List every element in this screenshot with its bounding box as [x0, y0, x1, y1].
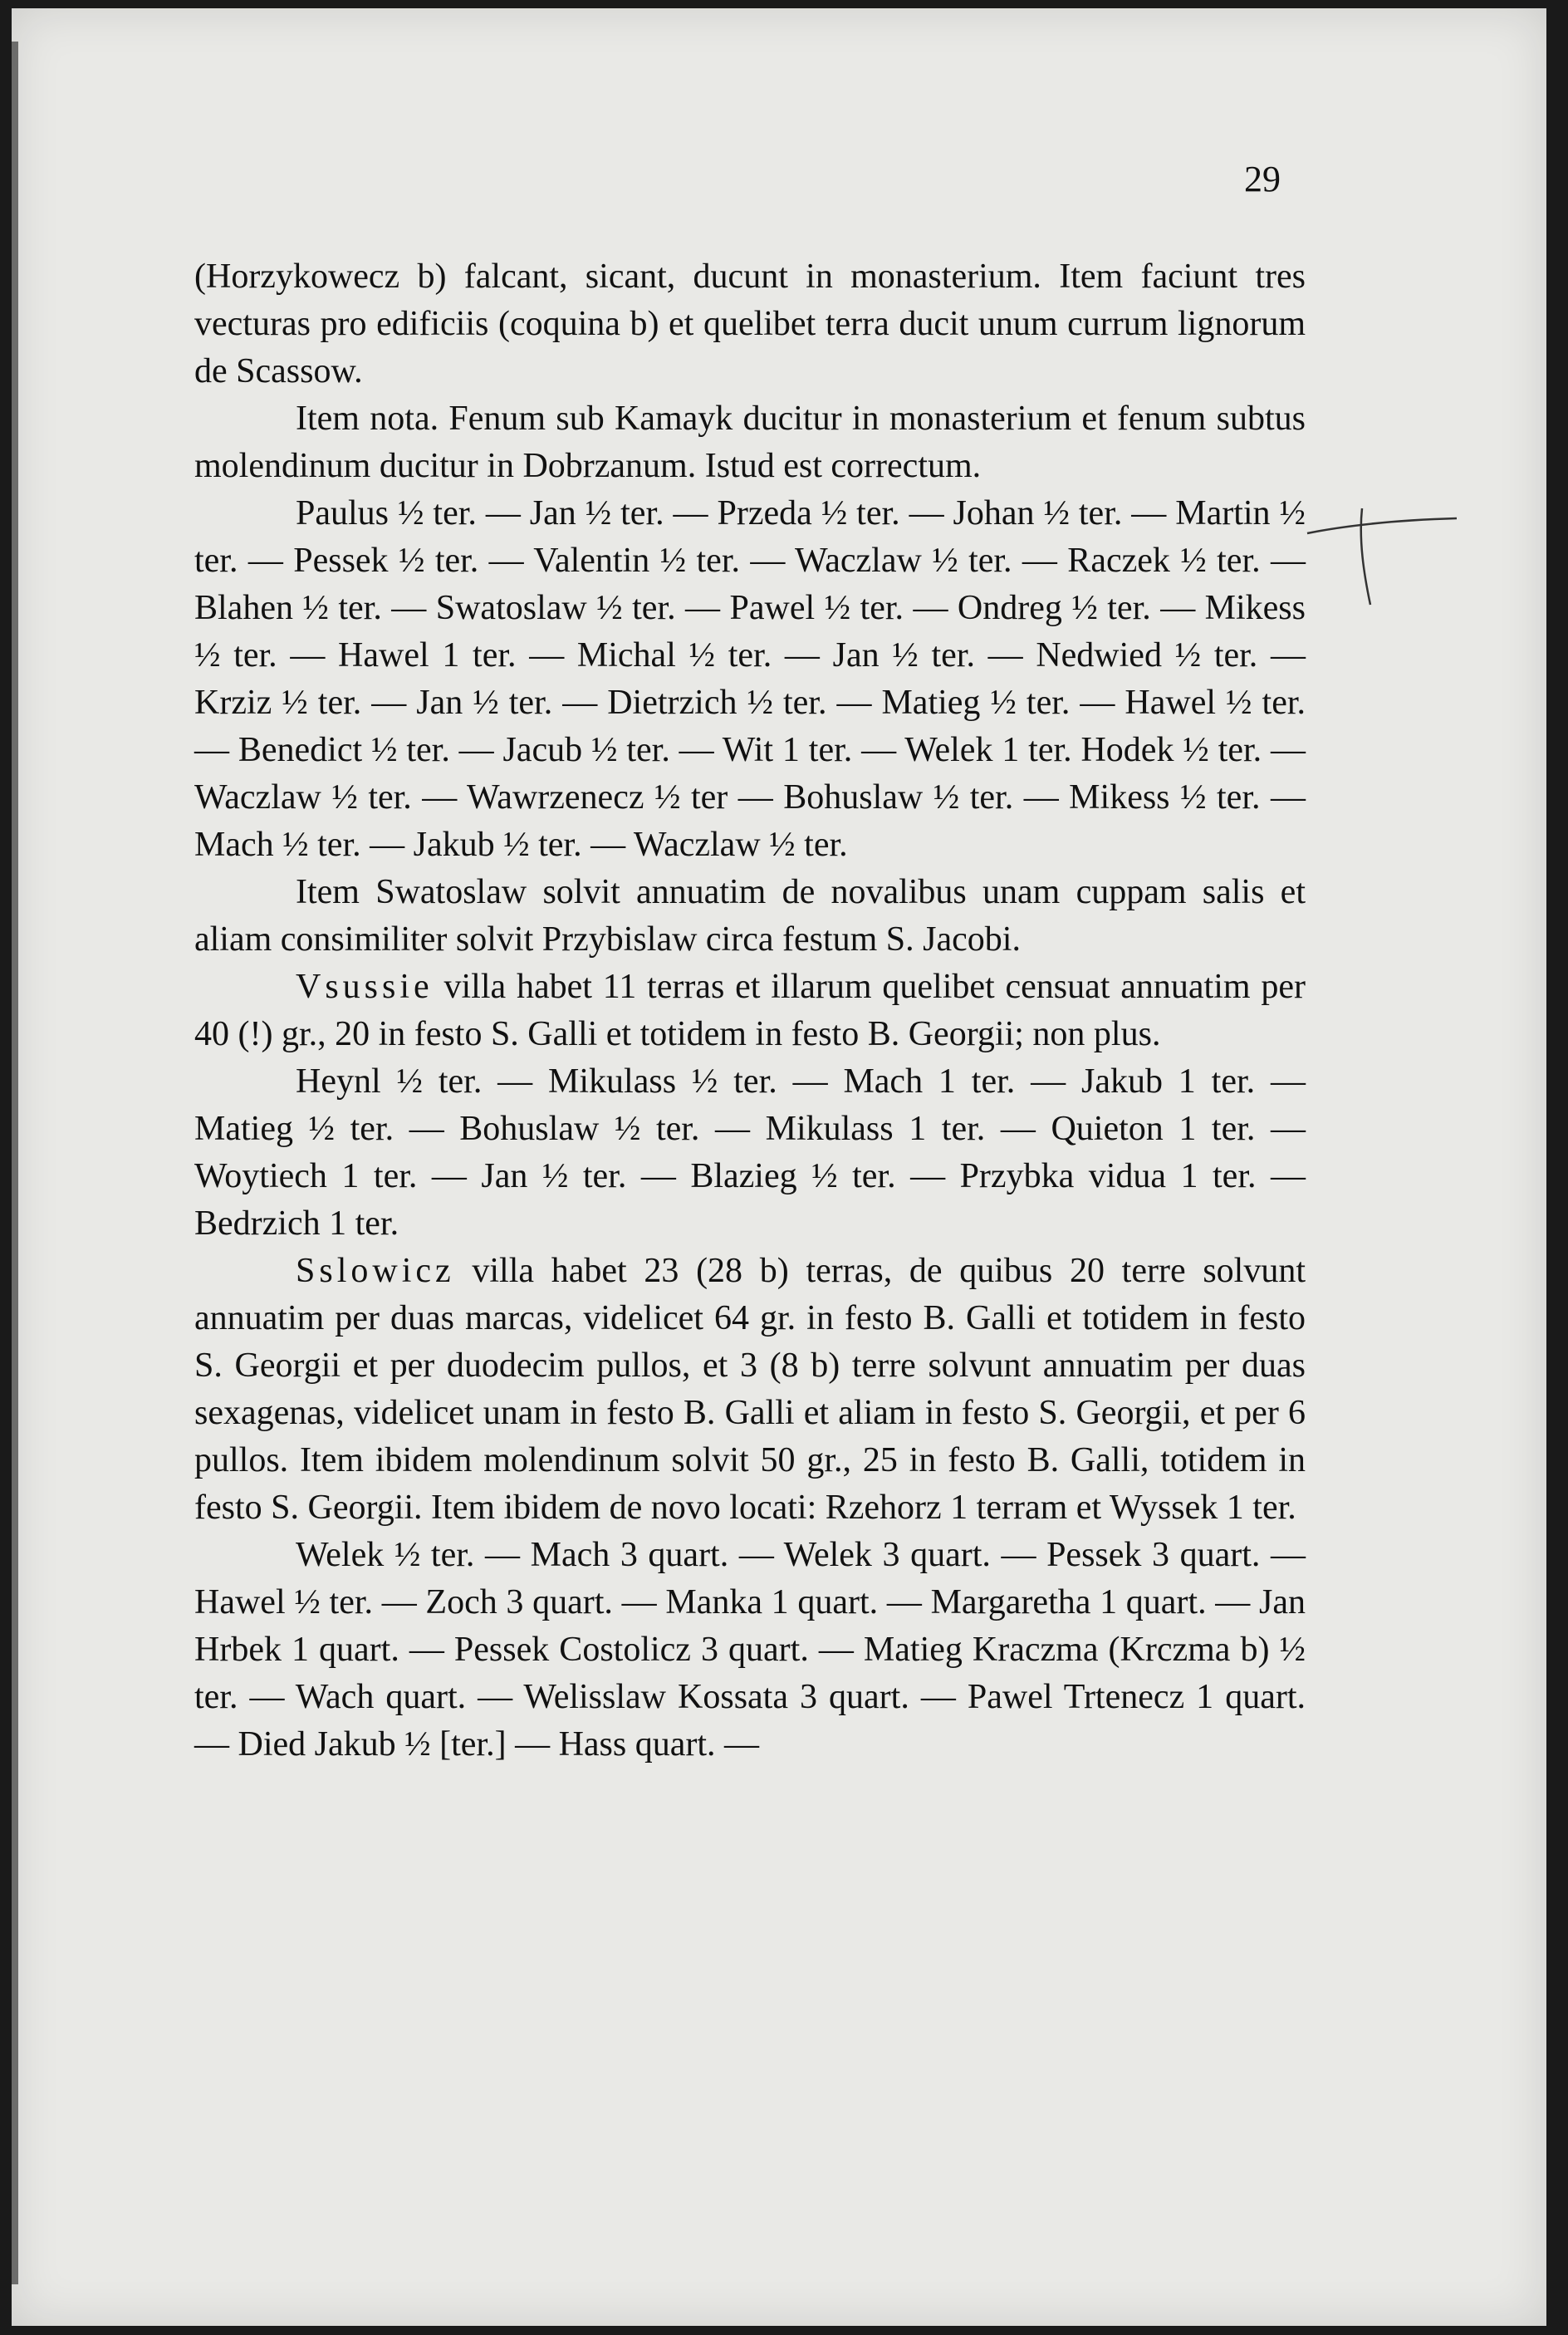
- paragraph-1: [194, 253, 1306, 395]
- paragraph-2-text: Item nota. Fenum sub Kamayk ducitur in monasterium et fenum subtus molendinum ducitur in Dobrzanum. Istud est correctum.: [194, 400, 1306, 485]
- paragraph-5-lead: Vsussie: [296, 968, 434, 1006]
- paragraph-7-text: villa habet 23 (28 b) terras, de quibus 20 terre solvunt annuatim per duas marcas, videlicet 64 gr. in festo B. Galli et totidem in festo S. Georgii et per duodecim pullos, et 3 (8 b) terre solvunt annuatim per duas sexagenas, videlicet unam in festo B. Galli et aliam in festo S. Georgii, et per 6 pullos. Item ibidem molendinum solvit 50 gr., 25 in festo B. Galli, totidem in festo S. Georgii. Item ibidem de novo locati: Rzehorz 1 terram et Wyssek 1 ter.: [194, 1252, 1306, 1527]
- page-number: 29: [1244, 159, 1281, 199]
- paragraph-4: [194, 869, 1306, 964]
- paragraph-2: [194, 395, 1306, 490]
- paragraph-6-text: Heynl ½ ter. — Mikulass ½ ter. — Mach 1 ter. — Jakub 1 ter. — Matieg ½ ter. — Bohuslaw ½ ter. — Mikulass 1 ter. — Quieton 1 ter. — Woytiech 1 ter. — Jan ½ ter. — Blazieg ½ ter. — Przybka vidua 1 ter. — Bedrzich 1 ter.: [194, 1062, 1306, 1243]
- paragraph-3: [194, 490, 1306, 869]
- paragraph-7-lead: Sslowicz: [296, 1252, 455, 1290]
- paragraph-5-text: villa habet 11 terras et illarum quelibet censuat annuatim per 40 (!) gr., 20 in festo S. Galli et totidem in festo B. Georgii; non plus.: [194, 968, 1306, 1053]
- paragraph-7: [194, 1248, 1306, 1532]
- scanned-page: [12, 8, 1546, 2326]
- paragraph-8-text: Welek ½ ter. — Mach 3 quart. — Welek 3 quart. — Pessek 3 quart. — Hawel ½ ter. — Zoch 3 quart. — Manka 1 quart. — Margaretha 1 quart. — Jan Hrbek 1 quart. — Pessek Costolicz 3 quart. — Matieg Kraczma (Krczma b) ½ ter. — Wach quart. — Welisslaw Kossata 3 quart. — Pawel Trtenecz 1 quart. — Died Jakub ½ [ter.] — Hass quart. —: [194, 1536, 1306, 1764]
- paragraph-5: [194, 964, 1306, 1058]
- binding-edge-mark: [12, 42, 18, 2284]
- margin-cross-mark: [1299, 507, 1465, 615]
- paragraph-1-text: (Horzykowecz b) falcant, sicant, ducunt in monasterium. Item faciunt tres vecturas pro edificiis (coquina b) et quelibet terra ducit unum currum lignorum de Scassow.: [194, 258, 1306, 390]
- document-body: [194, 253, 1306, 1768]
- paragraph-4-text: Item Swatoslaw solvit annuatim de novalibus unam cuppam salis et aliam consimiliter solvit Przybislaw circa festum S. Jacobi.: [194, 873, 1306, 959]
- paragraph-6: [194, 1058, 1306, 1248]
- paragraph-3-text: Paulus ½ ter. — Jan ½ ter. — Przeda ½ ter. — Johan ½ ter. — Martin ½ ter. — Pessek ½ ter. — Valentin ½ ter. — Waczlaw ½ ter. — Raczek ½ ter. — Blahen ½ ter. — Swatoslaw ½ ter. — Pawel ½ ter. — Ondreg ½ ter. — Mikess ½ ter. — Hawel 1 ter. — Michal ½ ter. — Jan ½ ter. — Nedwied ½ ter. — Krziz ½ ter. — Jan ½ ter. — Dietrzich ½ ter. — Matieg ½ ter. — Hawel ½ ter. — Benedict ½ ter. — Jacub ½ ter. — Wit 1 ter. — Welek 1 ter. Hodek ½ ter. — Waczlaw ½ ter. — Wawrzenecz ½ ter — Bohuslaw ½ ter. — Mikess ½ ter. — Mach ½ ter. — Jakub ½ ter. — Waczlaw ½ ter.: [194, 494, 1306, 864]
- paragraph-8: [194, 1532, 1306, 1768]
